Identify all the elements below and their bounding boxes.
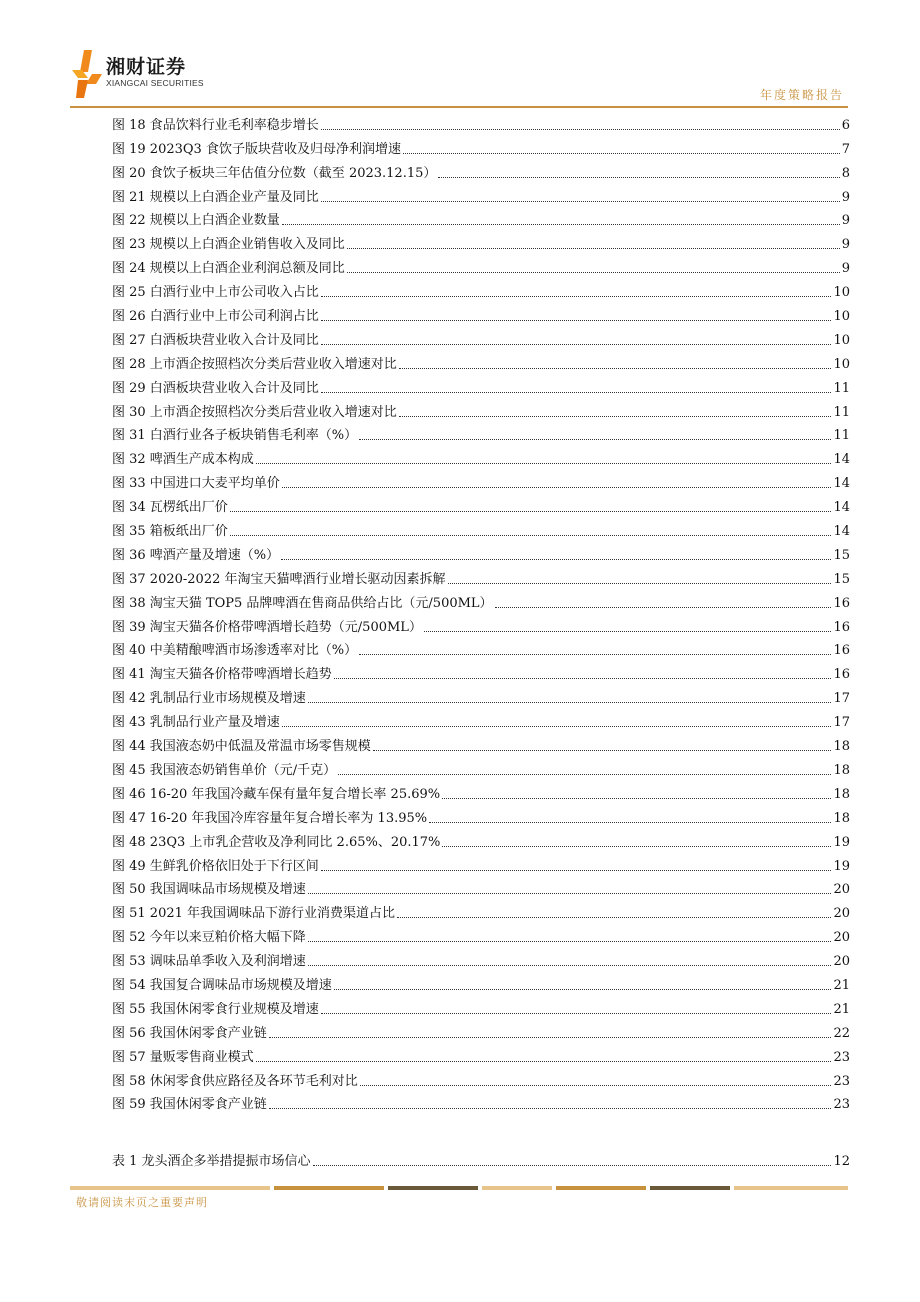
figure-entry-label: 图 54 我国复合调味品市场规模及增速 xyxy=(112,977,332,993)
figure-entry-label: 图 49 生鲜乳价格依旧处于下行区间 xyxy=(112,858,319,874)
figure-entry-label: 图 52 今年以来豆粕价格大幅下降 xyxy=(112,930,306,946)
figure-entry[interactable] xyxy=(112,757,850,781)
header-divider xyxy=(70,106,848,108)
dot-leader xyxy=(282,487,832,488)
figure-entry[interactable] xyxy=(112,470,850,494)
figure-entry[interactable] xyxy=(112,996,850,1020)
figure-entry[interactable] xyxy=(112,375,850,399)
dot-leader xyxy=(334,678,832,679)
footer-disclaimer: 敬请阅读末页之重要声明 xyxy=(76,1196,208,1209)
brand-name-cn: 湘财证券 xyxy=(106,56,187,78)
figure-entry[interactable] xyxy=(112,733,850,757)
figure-entry-page: 9 xyxy=(841,261,850,277)
figure-entry-page: 20 xyxy=(833,954,850,970)
figure-entry[interactable] xyxy=(112,542,850,566)
dot-leader xyxy=(321,201,840,202)
figure-entry[interactable] xyxy=(112,948,850,972)
dot-leader xyxy=(373,750,832,751)
dot-leader xyxy=(338,774,831,775)
figure-entry-page: 17 xyxy=(833,691,850,707)
dot-leader xyxy=(429,822,831,823)
figure-entry-page: 9 xyxy=(841,213,850,229)
figure-entry[interactable] xyxy=(112,1044,850,1068)
figure-entry-label: 图 31 白酒行业各子板块销售毛利率（%） xyxy=(112,428,358,444)
figure-entry-page: 18 xyxy=(833,786,850,802)
dot-leader xyxy=(321,320,832,321)
figure-entry-page: 14 xyxy=(833,500,850,516)
figure-entry[interactable] xyxy=(112,136,850,160)
dot-leader xyxy=(269,1108,832,1109)
figure-entry[interactable] xyxy=(112,972,850,996)
figure-entry-label: 图 59 我国休闲零食产业链 xyxy=(112,1097,267,1113)
figure-entry[interactable] xyxy=(112,446,850,470)
figure-entry[interactable] xyxy=(112,231,850,255)
dot-leader xyxy=(256,463,832,464)
figure-entry[interactable] xyxy=(112,638,850,662)
figure-entry[interactable] xyxy=(112,327,850,351)
figure-entry-label: 图 39 淘宝天猫各价格带啤酒增长趋势（元/500ML） xyxy=(112,619,422,635)
figure-entry-label: 图 37 2020-2022 年淘宝天猫啤酒行业增长驱动因素拆解 xyxy=(112,571,446,587)
figure-entry[interactable] xyxy=(112,877,850,901)
figure-entry[interactable] xyxy=(112,518,850,542)
table-entry-label: 表 1 龙头酒企多举措提振市场信心 xyxy=(112,1153,311,1169)
figure-entry[interactable] xyxy=(112,160,850,184)
figure-entry[interactable] xyxy=(112,781,850,805)
figure-entry-page: 10 xyxy=(833,309,850,325)
dot-leader xyxy=(308,965,832,966)
figure-entry-page: 10 xyxy=(833,285,850,301)
figure-entry[interactable] xyxy=(112,112,850,136)
dot-leader xyxy=(308,941,832,942)
brand-name-en: XIANGCAI SECURITIES xyxy=(106,78,204,88)
dot-leader xyxy=(281,559,831,560)
dot-leader xyxy=(424,631,832,632)
company-logo xyxy=(70,48,204,100)
dot-leader xyxy=(282,726,832,727)
figure-entry-page: 20 xyxy=(833,930,850,946)
figure-entry-page: 8 xyxy=(841,165,850,181)
dot-leader xyxy=(438,177,839,178)
figure-entry[interactable] xyxy=(112,709,850,733)
figure-entry-label: 图 28 上市酒企按照档次分类后营业收入增速对比 xyxy=(112,356,397,372)
dot-leader xyxy=(442,798,831,799)
figure-entry-page: 14 xyxy=(833,452,850,468)
footer-divider xyxy=(70,1186,848,1190)
figure-entry-label: 图 26 白酒行业中上市公司利润占比 xyxy=(112,309,319,325)
figure-entry-page: 9 xyxy=(841,189,850,205)
figure-entry-page: 16 xyxy=(833,643,850,659)
figure-list xyxy=(112,112,850,1115)
dot-leader xyxy=(448,583,832,584)
figure-entry-page: 19 xyxy=(833,858,850,874)
report-type-label: 年度策略报告 xyxy=(759,88,844,102)
dot-leader xyxy=(399,368,832,369)
figure-entry-page: 22 xyxy=(833,1025,850,1041)
figure-entry-page: 15 xyxy=(833,571,850,587)
figure-entry-label: 图 23 规模以上白酒企业销售收入及同比 xyxy=(112,237,345,253)
figure-entry-page: 9 xyxy=(841,237,850,253)
figure-entry[interactable] xyxy=(112,590,850,614)
figure-entry[interactable] xyxy=(112,1092,850,1116)
figure-entry-label: 图 46 16-20 年我国冷藏车保有量年复合增长率 25.69% xyxy=(112,786,441,802)
figure-entry-page: 14 xyxy=(833,524,850,540)
figure-entry-label: 图 51 2021 年我国调味品下游行业消费渠道占比 xyxy=(112,906,396,922)
figure-entry-page: 17 xyxy=(833,715,850,731)
figure-entry[interactable] xyxy=(112,494,850,518)
figure-entry[interactable] xyxy=(112,423,850,447)
dot-leader xyxy=(347,248,840,249)
dot-leader xyxy=(321,1013,832,1014)
figure-entry-label: 图 43 乳制品行业产量及增速 xyxy=(112,715,280,731)
dot-leader xyxy=(256,1061,832,1062)
figure-entry[interactable] xyxy=(112,614,850,638)
figure-entry-label: 图 47 16-20 年我国冷库容量年复合增长率为 13.95% xyxy=(112,810,428,826)
figure-entry[interactable] xyxy=(112,853,850,877)
table-entry[interactable] xyxy=(112,1148,850,1172)
figure-entry-label: 图 20 食饮子板块三年估值分位数（截至 2023.12.15） xyxy=(112,165,437,181)
figure-entry-label: 图 42 乳制品行业市场规模及增速 xyxy=(112,691,306,707)
figure-entry-page: 21 xyxy=(833,1001,850,1017)
figure-entry[interactable] xyxy=(112,279,850,303)
figure-entry-label: 图 40 中美精酿啤酒市场渗透率对比（%） xyxy=(112,643,358,659)
dot-leader xyxy=(360,1085,832,1086)
figure-entry-page: 20 xyxy=(833,906,850,922)
figure-entry-label: 图 48 23Q3 上市乳企营收及净利同比 2.65%、20.17% xyxy=(112,834,441,850)
figure-entry-label: 图 56 我国休闲零食产业链 xyxy=(112,1025,267,1041)
figure-entry[interactable] xyxy=(112,1020,850,1044)
figure-entry[interactable] xyxy=(112,900,850,924)
figure-entry-page: 16 xyxy=(833,667,850,683)
dot-leader xyxy=(308,893,832,894)
figure-entry[interactable] xyxy=(112,184,850,208)
dot-leader xyxy=(359,654,831,655)
figure-entry[interactable] xyxy=(112,208,850,232)
figure-entry-page: 18 xyxy=(833,810,850,826)
figure-entry[interactable] xyxy=(112,829,850,853)
figure-entry[interactable] xyxy=(112,685,850,709)
dot-leader xyxy=(359,439,831,440)
figure-entry-page: 16 xyxy=(833,595,850,611)
figure-entry-page: 19 xyxy=(833,834,850,850)
table-entry-page: 12 xyxy=(833,1153,850,1169)
figure-entry-page: 21 xyxy=(833,977,850,993)
table-list xyxy=(112,1148,850,1172)
dot-leader xyxy=(347,272,840,273)
dot-leader xyxy=(334,989,832,990)
figure-entry-label: 图 27 白酒板块营业收入合计及同比 xyxy=(112,332,319,348)
figure-entry[interactable] xyxy=(112,661,850,685)
dot-leader xyxy=(282,224,840,225)
figure-entry[interactable] xyxy=(112,805,850,829)
dot-leader xyxy=(313,1165,832,1166)
figure-entry-label: 图 33 中国进口大麦平均单价 xyxy=(112,476,280,492)
figure-entry-label: 图 53 调味品单季收入及利润增速 xyxy=(112,954,306,970)
figure-entry[interactable] xyxy=(112,566,850,590)
figure-entry-label: 图 55 我国休闲零食行业规模及增速 xyxy=(112,1001,319,1017)
figure-entry-label: 图 50 我国调味品市场规模及增速 xyxy=(112,882,306,898)
dot-leader xyxy=(403,153,840,154)
figure-entry[interactable] xyxy=(112,351,850,375)
figure-entry-page: 23 xyxy=(833,1049,850,1065)
figure-entry-page: 16 xyxy=(833,619,850,635)
dot-leader xyxy=(399,416,832,417)
figure-entry-label: 图 25 白酒行业中上市公司收入占比 xyxy=(112,285,319,301)
figure-entry-page: 6 xyxy=(841,117,850,133)
logo-mark-icon xyxy=(70,48,104,100)
dot-leader xyxy=(397,917,831,918)
figure-entry-label: 图 45 我国液态奶销售单价（元/千克） xyxy=(112,762,337,778)
figure-entry-label: 图 21 规模以上白酒企业产量及同比 xyxy=(112,189,319,205)
figure-entry-label: 图 44 我国液态奶中低温及常温市场零售规模 xyxy=(112,739,371,755)
figure-entry-page: 15 xyxy=(833,547,850,563)
figure-entry[interactable] xyxy=(112,255,850,279)
figure-entry-label: 图 58 休闲零食供应路径及各环节毛利对比 xyxy=(112,1073,358,1089)
dot-leader xyxy=(321,870,832,871)
dot-leader xyxy=(321,296,832,297)
figure-entry-page: 23 xyxy=(833,1097,850,1113)
figure-entry-label: 图 57 量贩零售商业模式 xyxy=(112,1049,254,1065)
figure-entry[interactable] xyxy=(112,303,850,327)
figure-entry-label: 图 30 上市酒企按照档次分类后营业收入增速对比 xyxy=(112,404,397,420)
dot-leader xyxy=(321,392,832,393)
figure-entry-label: 图 34 瓦楞纸出厂价 xyxy=(112,500,228,516)
figure-entry-page: 23 xyxy=(833,1073,850,1089)
figure-entry-page: 11 xyxy=(833,380,850,396)
figure-entry-label: 图 24 规模以上白酒企业利润总额及同比 xyxy=(112,261,345,277)
figure-entry-label: 图 18 食品饮料行业毛利率稳步增长 xyxy=(112,117,319,133)
figure-entry-label: 图 19 2023Q3 食饮子版块营收及归母净利润增速 xyxy=(112,141,401,157)
dot-leader xyxy=(230,511,832,512)
dot-leader xyxy=(269,1037,832,1038)
figure-entry-label: 图 35 箱板纸出厂价 xyxy=(112,524,228,540)
figure-entry-page: 11 xyxy=(833,428,850,444)
figure-entry-label: 图 36 啤酒产量及增速（%） xyxy=(112,547,280,563)
page-header xyxy=(0,0,920,112)
figure-entry[interactable] xyxy=(112,1068,850,1092)
figure-entry-label: 图 22 规模以上白酒企业数量 xyxy=(112,213,280,229)
figure-entry-label: 图 38 淘宝天猫 TOP5 品牌啤酒在售商品供给占比（元/500ML） xyxy=(112,595,493,611)
figure-entry-page: 18 xyxy=(833,739,850,755)
figure-entry-page: 20 xyxy=(833,882,850,898)
dot-leader xyxy=(230,535,832,536)
figure-entry-page: 10 xyxy=(833,332,850,348)
figure-entry-page: 14 xyxy=(833,476,850,492)
dot-leader xyxy=(321,129,840,130)
figure-entry-page: 11 xyxy=(833,404,850,420)
figure-entry-page: 7 xyxy=(841,141,850,157)
dot-leader xyxy=(308,702,832,703)
figure-entry-label: 图 32 啤酒生产成本构成 xyxy=(112,452,254,468)
figure-entry-label: 图 41 淘宝天猫各价格带啤酒增长趋势 xyxy=(112,667,332,683)
figure-entry-page: 10 xyxy=(833,356,850,372)
dot-leader xyxy=(442,846,831,847)
figure-entry[interactable] xyxy=(112,924,850,948)
dot-leader xyxy=(495,607,832,608)
figure-entry-label: 图 29 白酒板块营业收入合计及同比 xyxy=(112,380,319,396)
figure-entry[interactable] xyxy=(112,399,850,423)
dot-leader xyxy=(321,344,832,345)
figure-entry-page: 18 xyxy=(833,762,850,778)
